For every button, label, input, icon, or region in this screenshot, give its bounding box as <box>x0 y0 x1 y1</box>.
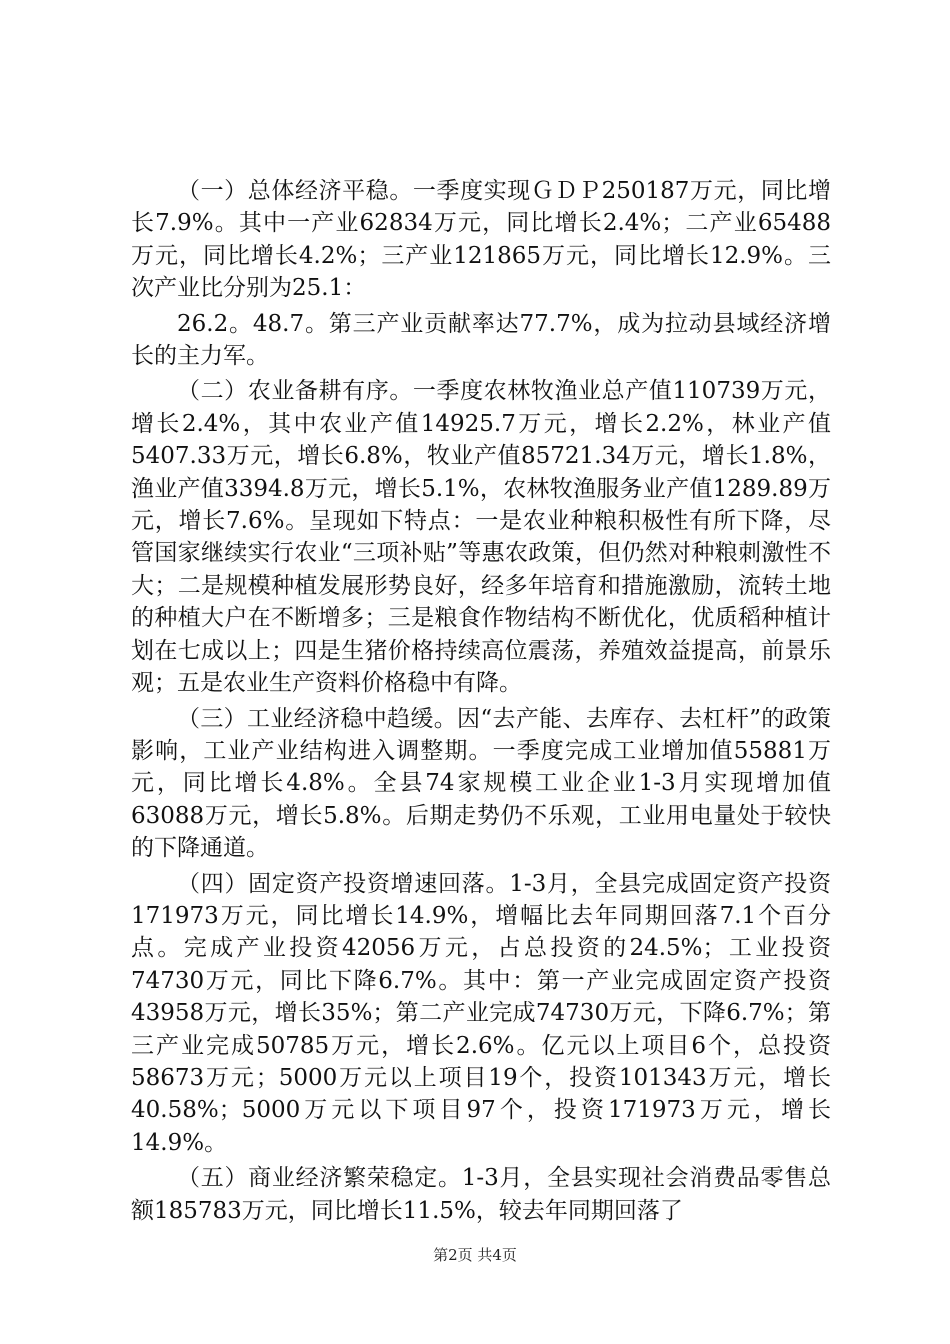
paragraph-industry-ratio: 26.2。48.7。第三产业贡献率达77.7%，成为拉动县域经济增长的主力军。 <box>131 310 831 370</box>
paragraph-agriculture: （二）农业备耕有序。一季度农林牧渔业总产值110739万元，增长2.4%，其中农业产值14925.7万元，增长2.2%，林业产值5407.33万元，增长6.8%，牧业产值85721.34万元，增长1.8%，渔业产值3394.8万元，增长5.1%，农林牧渔服务业产值1289.89万元，增长7.6%。呈现如下特点：一是农业种粮积极性有所下降，尽管国家继续实行农业“三项补贴”等惠农政策，但仍然对种粮刺激性不大；二是规模种植发展形势良好，经多年培育和措施激励，流转土地的种植大户在不断增多；三是粮食作物结构不断优化，优质稻种植计划在七成以上；四是生猪价格持续高位震荡，养殖效益提高，前景乐观；五是农业生产资料价格稳中有降。 <box>131 378 831 697</box>
document-body <box>131 175 831 1230</box>
paragraph-industry: （三）工业经济稳中趋缓。因“去产能、去库存、去杠杆”的政策影响，工业产业结构进入调整期。一季度完成工业增加值55881万元，同比增长4.8%。全县74家规模工业企业1-3月实现增加值63088万元，增长5.8%。后期走势仍不乐观，工业用电量处于较快的下降通道。 <box>131 705 831 862</box>
page-footer: 第2页 共4页 <box>433 1246 517 1264</box>
paragraph-fixed-asset-investment: （四）固定资产投资增速回落。1-3月，全县完成固定资产投资171973万元，同比增长14.9%，增幅比去年同期回落7.1个百分点。完成产业投资42056万元，占总投资的24.5%；工业投资74730万元，同比下降6.7%。其中：第一产业完成固定资产投资43958万元，增长35%；第二产业完成74730万元，下降6.7%；第三产业完成50785万元，增长2.6%。亿元以上项目6个，总投资58673万元；5000万元以上项目19个，投资101343万元，增长40.58%；5000万元以下项目97个，投资171973万元，增长14.9%。 <box>131 870 831 1156</box>
paragraph-overall-economy: （一）总体经济平稳。一季度实现ＧＤＰ250187万元，同比增长7.9%。其中一产业62834万元，同比增长2.4%；二产业65488万元，同比增长4.2%；三产业121865万元，同比增长12.9%。三次产业比分别为25.1： <box>131 178 831 302</box>
paragraph-commerce: （五）商业经济繁荣稳定。1-3月，全县实现社会消费品零售总额185783万元，同比增长11.5%，较去年同期回落了 <box>131 1165 831 1224</box>
